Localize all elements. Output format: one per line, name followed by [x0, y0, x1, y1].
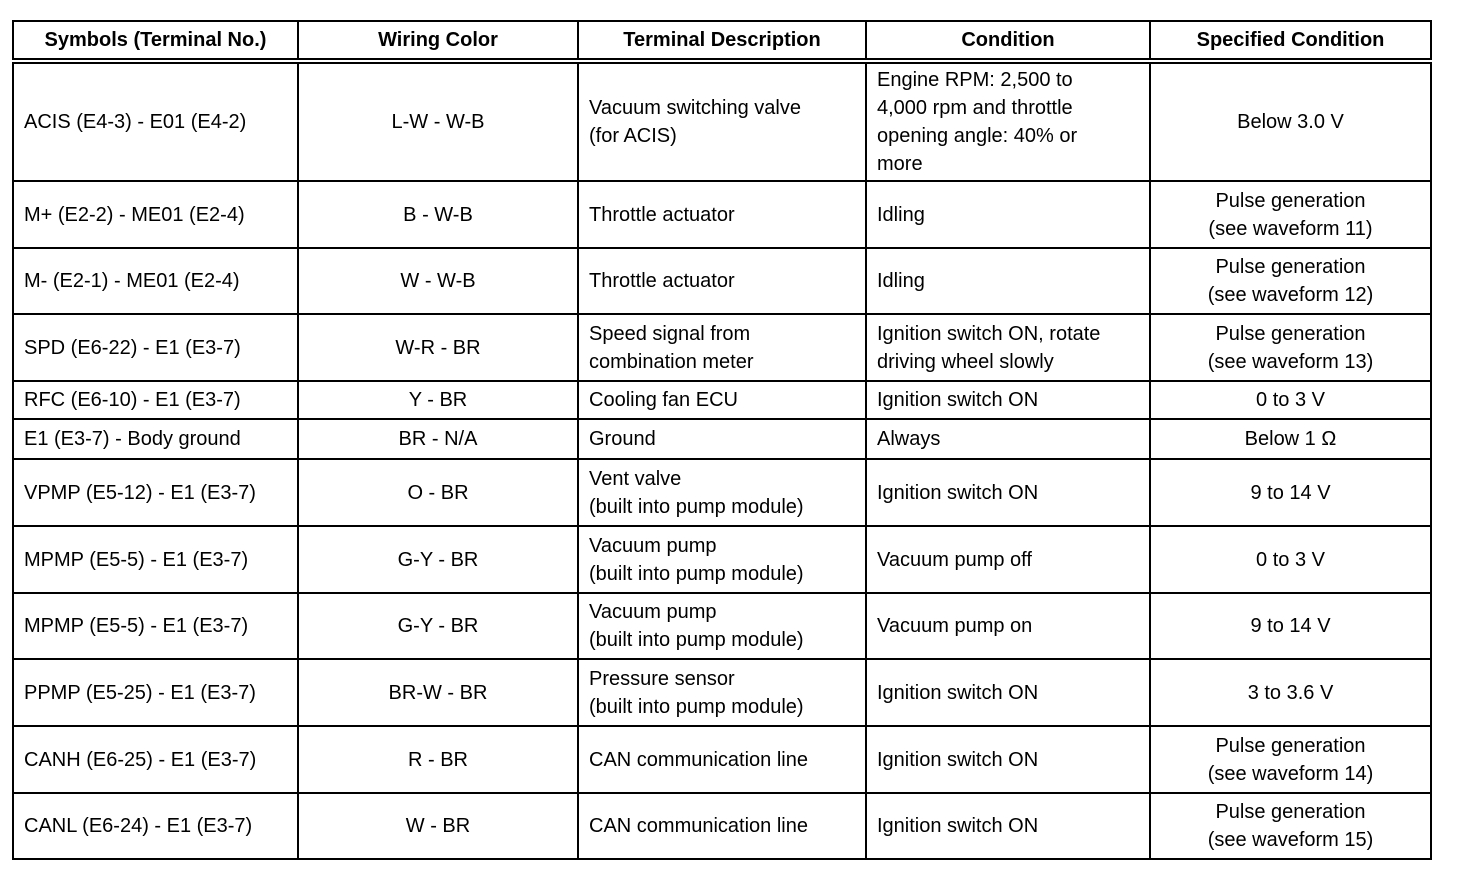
cell-terminal-description-line: Cooling fan ECU	[589, 389, 738, 411]
cell-condition-line: Vacuum pump off	[877, 548, 1032, 571]
cell-specified-condition	[1150, 314, 1431, 381]
cell-wiring-color: BR-W - BR	[298, 659, 578, 726]
header-specified-condition: Specified Condition	[1150, 21, 1431, 61]
cell-symbol: CANL (E6-24) - E1 (E3-7)	[13, 793, 298, 859]
cell-condition-line: driving wheel slowly	[877, 350, 1054, 373]
cell-terminal-description	[578, 419, 866, 459]
cell-symbol: RFC (E6-10) - E1 (E3-7)	[13, 381, 298, 419]
cell-condition-line: Ignition switch ON	[877, 748, 1039, 771]
cell-condition-line: Idling	[877, 203, 925, 226]
cell-terminal-description-line: (built into pump module)	[589, 562, 804, 585]
cell-specified-condition-line: 9 to 14 V	[1250, 615, 1331, 637]
cell-wiring-color: W - W-B	[298, 248, 578, 314]
cell-specified-condition	[1150, 659, 1431, 726]
cell-specified-condition	[1150, 181, 1431, 248]
cell-condition	[866, 61, 1150, 181]
cell-specified-condition-line: 0 to 3 V	[1256, 389, 1325, 411]
cell-symbol: M+ (E2-2) - ME01 (E2-4)	[13, 181, 298, 248]
cell-condition	[866, 659, 1150, 726]
table-row	[13, 248, 1431, 314]
terminal-spec-sheet	[12, 20, 1430, 860]
cell-condition-line: Ignition switch ON	[877, 815, 1039, 837]
cell-condition-line: opening angle: 40% or	[877, 125, 1078, 147]
cell-terminal-description-line: Pressure sensor	[589, 667, 735, 690]
cell-terminal-description	[578, 659, 866, 726]
header-symbols: Symbols (Terminal No.)	[13, 21, 298, 61]
cell-terminal-description	[578, 248, 866, 314]
cell-specified-condition-line: (see waveform 12)	[1207, 284, 1374, 306]
cell-terminal-description	[578, 726, 866, 793]
cell-condition	[866, 726, 1150, 793]
cell-condition	[866, 419, 1150, 459]
cell-specified-condition-line: Pulse generation	[1215, 801, 1366, 823]
cell-wiring-color: L-W - W-B	[298, 61, 578, 181]
cell-terminal-description-line: Speed signal from	[589, 322, 751, 345]
cell-terminal-description-line: Throttle actuator	[589, 203, 735, 226]
cell-terminal-description-line: CAN communication line	[589, 748, 808, 771]
cell-wiring-color: W - BR	[298, 793, 578, 859]
cell-condition	[866, 248, 1150, 314]
cell-condition-line: 4,000 rpm and throttle	[877, 97, 1073, 119]
cell-specified-condition-line: Pulse generation	[1215, 734, 1366, 757]
table-row	[13, 526, 1431, 593]
table-row	[13, 181, 1431, 248]
cell-condition-line: Ignition switch ON	[877, 389, 1039, 411]
cell-symbol: E1 (E3-7) - Body ground	[13, 419, 298, 459]
cell-condition	[866, 459, 1150, 526]
cell-condition-line: Vacuum pump on	[877, 615, 1033, 637]
cell-specified-condition-line: 0 to 3 V	[1256, 548, 1325, 571]
header-terminal-description: Terminal Description	[578, 21, 866, 61]
cell-symbol: PPMP (E5-25) - E1 (E3-7)	[13, 659, 298, 726]
cell-symbol: VPMP (E5-12) - E1 (E3-7)	[13, 459, 298, 526]
cell-terminal-description	[578, 381, 866, 419]
cell-specified-condition-line: Below 1 Ω	[1244, 428, 1337, 450]
table-row	[13, 659, 1431, 726]
cell-terminal-description-line: (built into pump module)	[589, 695, 804, 718]
cell-condition-line: Idling	[877, 270, 925, 292]
cell-terminal-description-line: (for ACIS)	[589, 125, 677, 147]
cell-wiring-color: BR - N/A	[298, 419, 578, 459]
table-row	[13, 593, 1431, 659]
cell-specified-condition	[1150, 726, 1431, 793]
cell-specified-condition	[1150, 459, 1431, 526]
cell-terminal-description	[578, 181, 866, 248]
cell-specified-condition-line: Pulse generation	[1215, 322, 1366, 345]
cell-condition	[866, 593, 1150, 659]
table-row	[13, 793, 1431, 859]
cell-specified-condition-line: (see waveform 13)	[1207, 350, 1374, 373]
cell-specified-condition	[1150, 793, 1431, 859]
cell-wiring-color: G-Y - BR	[298, 593, 578, 659]
cell-symbol: MPMP (E5-5) - E1 (E3-7)	[13, 593, 298, 659]
cell-condition-line: Ignition switch ON	[877, 481, 1039, 504]
cell-terminal-description	[578, 793, 866, 859]
cell-specified-condition-line: (see waveform 14)	[1207, 762, 1374, 785]
table-body	[13, 61, 1431, 859]
cell-terminal-description-line: (built into pump module)	[589, 495, 804, 518]
cell-wiring-color: G-Y - BR	[298, 526, 578, 593]
header-condition: Condition	[866, 21, 1150, 61]
cell-specified-condition-line: 9 to 14 V	[1250, 481, 1331, 504]
cell-terminal-description-line: Vacuum pump	[589, 534, 717, 557]
table-row	[13, 419, 1431, 459]
cell-terminal-description	[578, 526, 866, 593]
header-wiring-color: Wiring Color	[298, 21, 578, 61]
cell-specified-condition-line: (see waveform 15)	[1207, 829, 1374, 851]
terminal-spec-table	[12, 20, 1432, 860]
cell-terminal-description-line: combination meter	[589, 350, 754, 373]
cell-specified-condition-line: Below 3.0 V	[1237, 111, 1344, 133]
cell-specified-condition-line: Pulse generation	[1215, 256, 1366, 278]
cell-terminal-description	[578, 459, 866, 526]
cell-specified-condition-line: Pulse generation	[1215, 189, 1366, 212]
cell-symbol: ACIS (E4-3) - E01 (E4-2)	[13, 61, 298, 181]
cell-symbol: MPMP (E5-5) - E1 (E3-7)	[13, 526, 298, 593]
cell-wiring-color: Y - BR	[298, 381, 578, 419]
cell-specified-condition	[1150, 419, 1431, 459]
cell-condition-line: Ignition switch ON, rotate	[877, 322, 1101, 345]
cell-condition	[866, 381, 1150, 419]
table-row	[13, 61, 1431, 181]
cell-specified-condition-line: 3 to 3.6 V	[1247, 681, 1334, 704]
cell-terminal-description-line: (built into pump module)	[589, 629, 804, 651]
cell-specified-condition	[1150, 248, 1431, 314]
cell-terminal-description	[578, 61, 866, 181]
cell-terminal-description-line: Vent valve	[589, 467, 682, 490]
table-row	[13, 381, 1431, 419]
cell-condition	[866, 526, 1150, 593]
table-row	[13, 726, 1431, 793]
cell-specified-condition-line: (see waveform 11)	[1208, 217, 1373, 240]
cell-condition	[866, 314, 1150, 381]
cell-wiring-color: B - W-B	[298, 181, 578, 248]
header-row	[13, 21, 1431, 61]
cell-terminal-description-line: Vacuum pump	[589, 601, 717, 623]
cell-symbol: CANH (E6-25) - E1 (E3-7)	[13, 726, 298, 793]
table-row	[13, 459, 1431, 526]
cell-condition	[866, 793, 1150, 859]
cell-terminal-description-line: Throttle actuator	[589, 270, 735, 292]
cell-condition	[866, 181, 1150, 248]
cell-specified-condition	[1150, 381, 1431, 419]
cell-specified-condition	[1150, 526, 1431, 593]
cell-wiring-color: W-R - BR	[298, 314, 578, 381]
cell-condition-line: Always	[877, 428, 941, 450]
cell-condition-line: Engine RPM: 2,500 to	[877, 69, 1073, 91]
cell-symbol: M- (E2-1) - ME01 (E2-4)	[13, 248, 298, 314]
table-row	[13, 314, 1431, 381]
cell-terminal-description-line: Ground	[589, 428, 656, 450]
cell-terminal-description-line: Vacuum switching valve	[589, 97, 801, 119]
cell-specified-condition	[1150, 61, 1431, 181]
cell-terminal-description-line: CAN communication line	[589, 815, 808, 837]
cell-symbol: SPD (E6-22) - E1 (E3-7)	[13, 314, 298, 381]
cell-specified-condition	[1150, 593, 1431, 659]
cell-terminal-description	[578, 314, 866, 381]
cell-condition-line: Ignition switch ON	[877, 681, 1039, 704]
cell-condition-line: more	[877, 153, 923, 175]
cell-terminal-description	[578, 593, 866, 659]
cell-wiring-color: O - BR	[298, 459, 578, 526]
cell-wiring-color: R - BR	[298, 726, 578, 793]
